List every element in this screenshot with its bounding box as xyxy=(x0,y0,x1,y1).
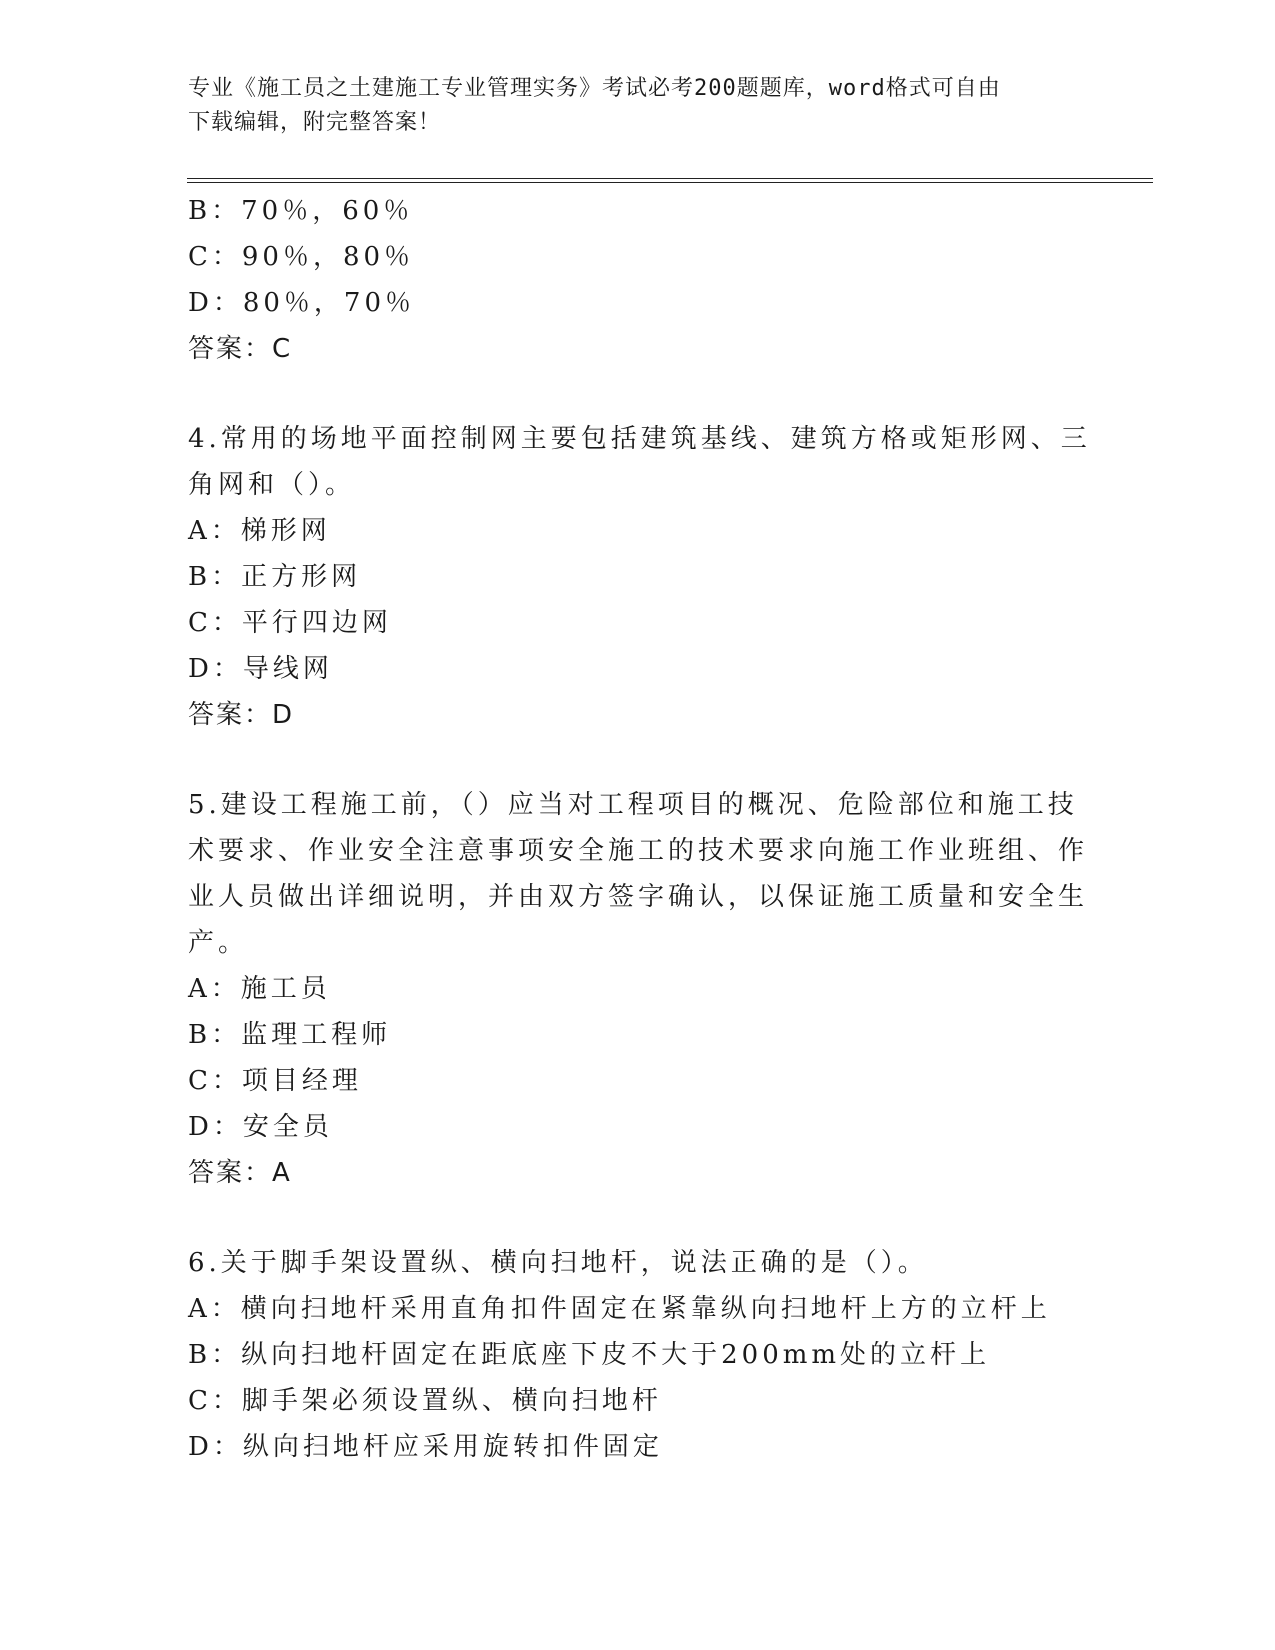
q5-stem-line-2: 术要求、作业安全注意事项安全施工的技术要求向施工作业班组、作 xyxy=(188,836,1089,866)
q6-option-d: D：纵向扫地杆应采用旋转扣件固定 xyxy=(188,1432,663,1462)
q6-option-b: B：纵向扫地杆固定在距底座下皮不大于200mm处的立杆上 xyxy=(188,1340,991,1370)
header-divider-top xyxy=(187,178,1153,179)
q4-option-c: C：平行四边网 xyxy=(188,608,392,638)
question-4 xyxy=(188,416,1091,738)
q4-stem-line-2: 角网和（）。 xyxy=(188,470,356,500)
question-gap xyxy=(188,738,1088,782)
q5-answer: 答案：A xyxy=(188,1158,292,1188)
q5-stem-line-3: 业人员做出详细说明，并由双方签字确认，以保证施工质量和安全生 xyxy=(188,882,1089,912)
q4-option-d: D：导线网 xyxy=(188,654,333,684)
q5-option-c: C：项目经理 xyxy=(188,1066,362,1096)
q5-option-d: D：安全员 xyxy=(188,1112,333,1142)
question-5 xyxy=(188,782,1088,1196)
question-list xyxy=(188,188,1091,1470)
q3-option-d: D：80％，70％ xyxy=(188,288,416,318)
q5-option-b: B：监理工程师 xyxy=(188,1020,392,1050)
q3-option-b: B：70％，60％ xyxy=(188,196,414,226)
q6-stem-line-1: 6.关于脚手架设置纵、横向扫地杆，说法正确的是（）。 xyxy=(188,1248,928,1278)
question-gap xyxy=(188,1196,1088,1240)
q3-answer: 答案：C xyxy=(188,334,293,364)
question-6 xyxy=(188,1240,1088,1470)
q4-option-a: A：梯形网 xyxy=(188,516,331,546)
question-3-tail xyxy=(188,188,1088,372)
document-header xyxy=(188,72,1088,140)
q6-option-a: A：横向扫地杆采用直角扣件固定在紧靠纵向扫地杆上方的立杆上 xyxy=(188,1294,1051,1324)
q6-option-c: C：脚手架必须设置纵、横向扫地杆 xyxy=(188,1386,662,1416)
header-title-line-2: 下载编辑，附完整答案！ xyxy=(188,110,442,135)
q5-stem-line-4: 产。 xyxy=(188,928,249,958)
q5-stem-line-1: 5.建设工程施工前，（）应当对工程项目的概况、危险部位和施工技 xyxy=(188,790,1078,820)
header-divider-bottom xyxy=(187,182,1153,183)
q4-answer: 答案：D xyxy=(188,700,295,730)
question-gap xyxy=(188,372,1088,416)
q4-stem-line-1: 4.常用的场地平面控制网主要包括建筑基线、建筑方格或矩形网、三 xyxy=(188,424,1091,454)
q3-option-c: C：90％，80％ xyxy=(188,242,415,272)
q5-option-a: A：施工员 xyxy=(188,974,331,1004)
q4-option-b: B：正方形网 xyxy=(188,562,362,592)
header-title-line-1: 专业《施工员之土建施工专业管理实务》考试必考200题题库，word格式可自由 xyxy=(188,76,1001,101)
